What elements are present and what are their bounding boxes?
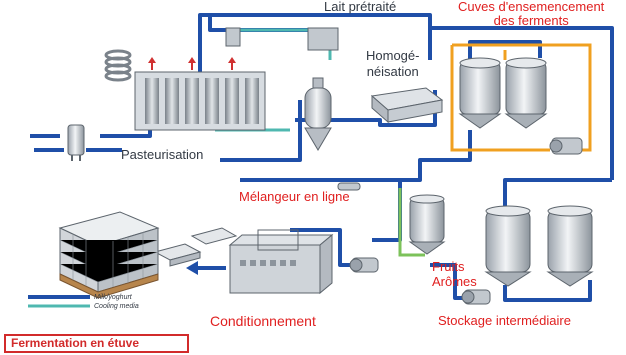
label-homog-line2: néisation — [366, 64, 419, 79]
legend-cooling-label: Cooling media — [94, 303, 139, 310]
fruit-tank — [410, 195, 444, 254]
label-fermentation-en-etuve: Fermentation en étuve — [4, 334, 189, 353]
pasteurizer-arrows — [148, 57, 236, 70]
label-lait-pretraite: Lait prétraité — [324, 0, 397, 14]
label-pasteurisation: Pasteurisation — [121, 147, 204, 162]
label-homogeneisation — [366, 48, 419, 80]
label-cuves-line1: Cuves d'ensemencement — [458, 0, 605, 14]
balance-tank — [68, 125, 84, 161]
milk-pipe-stock-left — [505, 280, 590, 300]
output-arrow — [186, 261, 226, 275]
homogeniser — [372, 88, 442, 122]
pump-stock — [462, 290, 490, 304]
holding-coil — [106, 51, 130, 80]
label-cuves-line2: des ferments — [493, 13, 569, 28]
label-melangeur-en-ligne: Mélangeur en ligne — [239, 189, 350, 204]
culture-pipe-bottom — [452, 120, 550, 150]
buffer-tank-1 — [486, 206, 530, 286]
deaerator — [305, 78, 331, 150]
yoghurt-trays — [155, 228, 236, 266]
pallet — [60, 212, 158, 298]
culture-tank-2 — [506, 58, 546, 128]
buffer-tanks — [486, 206, 592, 286]
culture-tanks — [460, 58, 582, 154]
label-stockage-intermediaire: Stockage intermédiaire — [438, 313, 571, 328]
culture-pump — [550, 138, 582, 154]
label-fruits: Fruits — [432, 259, 465, 274]
label-cuves-ensemencement — [458, 0, 604, 28]
label-homog-line1: Homogé- — [366, 48, 420, 63]
buffer-tank-2 — [548, 206, 592, 286]
label-aromes: Arômes — [432, 274, 477, 289]
culture-tank-1 — [460, 58, 500, 128]
label-fruits-aromes — [432, 259, 477, 289]
legend-lines — [28, 297, 90, 306]
legend-milk-label: Milk/yoghurt — [94, 294, 132, 301]
milk-pipe-down — [372, 180, 400, 240]
milk-pipe-culture-out — [240, 130, 470, 180]
packing-machine — [230, 230, 332, 293]
pump-mixer — [350, 258, 378, 272]
pasteurizer — [106, 51, 265, 130]
label-conditionnement: Conditionnement — [210, 313, 316, 329]
